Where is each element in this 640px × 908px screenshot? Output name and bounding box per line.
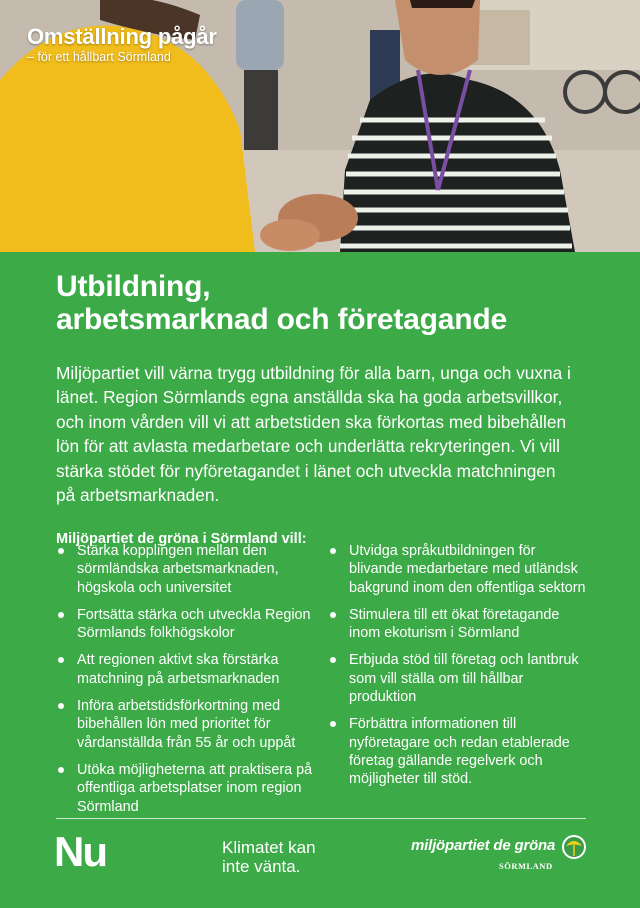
list-item bbox=[56, 606, 318, 643]
campaign-title-block bbox=[27, 24, 217, 64]
policy-list-left bbox=[56, 542, 318, 825]
bullet-icon bbox=[330, 548, 336, 554]
bullet-icon bbox=[330, 612, 336, 618]
list-item bbox=[56, 761, 318, 816]
list-item-text: Att regionen aktivt ska förstärka matchning på arbetsmarknaden bbox=[77, 652, 280, 687]
tagline-line2: inte vänta. bbox=[222, 857, 301, 876]
footer-tagline bbox=[222, 838, 316, 876]
list-item bbox=[56, 651, 318, 688]
list-item-text: Utöka möjligheterna att praktisera på offentliga arbetsplatser inom region Sörmland bbox=[77, 761, 313, 815]
party-logo bbox=[411, 833, 591, 878]
list-item bbox=[328, 542, 590, 597]
list-item-text: Utvidga språkutbildningen för blivande medarbetare med utländsk bakgrund inom den offentliga sektorn bbox=[349, 543, 586, 596]
page-title bbox=[56, 270, 596, 336]
list-item bbox=[328, 715, 590, 788]
list-item bbox=[56, 697, 318, 752]
bullet-icon bbox=[58, 767, 64, 773]
footer-divider bbox=[56, 818, 586, 819]
policy-list-right bbox=[328, 542, 590, 798]
intro-paragraph: Miljöpartiet vill värna trygg utbildning för alla barn, unga och vuxna i länet. Region Sörmlands egna anställda ska ha goda arbetsvillkor, och inom vården vill vi att arbetstiden ska förkortas med bibehållen lön för att avlasta medarbetare och underlätta rekryteringen. Vi vill stärka stödet för nyföretagandet i länet och utveckla matchningen på arbetsmarknaden. bbox=[56, 363, 571, 506]
dandelion-icon bbox=[561, 834, 587, 860]
list-item-text: Erbjuda stöd till företag och lantbruk som vill ställa om till hållbar produktion bbox=[349, 652, 579, 706]
party-region: SÖRMLAND bbox=[499, 861, 553, 871]
tagline-line1: Klimatet kan bbox=[222, 838, 316, 857]
bullet-icon bbox=[330, 721, 336, 727]
list-item bbox=[328, 651, 590, 706]
bullet-icon bbox=[58, 612, 64, 618]
campaign-title: Omställning pågår bbox=[27, 24, 217, 49]
campaign-subtitle: – för ett hållbart Sörmland bbox=[27, 50, 171, 64]
bullet-icon bbox=[58, 548, 64, 554]
list-heading: Miljöpartiet de gröna i Sörmland vill: bbox=[56, 531, 307, 548]
header-photo bbox=[0, 0, 640, 252]
list-item bbox=[328, 606, 590, 643]
bullet-icon bbox=[58, 657, 64, 663]
page-title-line2: arbetsmarknad och företagande bbox=[56, 303, 507, 336]
page-title-line1: Utbildning, bbox=[56, 270, 211, 303]
bullet-icon bbox=[330, 657, 336, 663]
bullet-icon bbox=[58, 703, 64, 709]
list-item-text: Stärka kopplingen mellan den sörmländska arbetsmarknaden, högskola och universitet bbox=[77, 543, 279, 596]
list-item-text: Fortsätta stärka och utveckla Region Sörmlands folkhögskolor bbox=[77, 606, 311, 642]
main-content bbox=[56, 270, 596, 547]
list-item-text: Förbättra informationen till nyföretagare och redan etablerade företag gällande regelverk och möjligheter till stöd. bbox=[349, 716, 570, 788]
list-item-text: Införa arbetstidsförkortning med bibehållen lön med prioritet för vårdanställda från 55 år och uppåt bbox=[77, 698, 296, 751]
party-name: miljöpartiet de gröna bbox=[411, 837, 556, 854]
list-item bbox=[56, 542, 318, 597]
nu-logo: Nu bbox=[54, 828, 106, 875]
list-item-text: Stimulera till ett ökat företagande inom ekoturism i Sörmland bbox=[349, 606, 560, 642]
